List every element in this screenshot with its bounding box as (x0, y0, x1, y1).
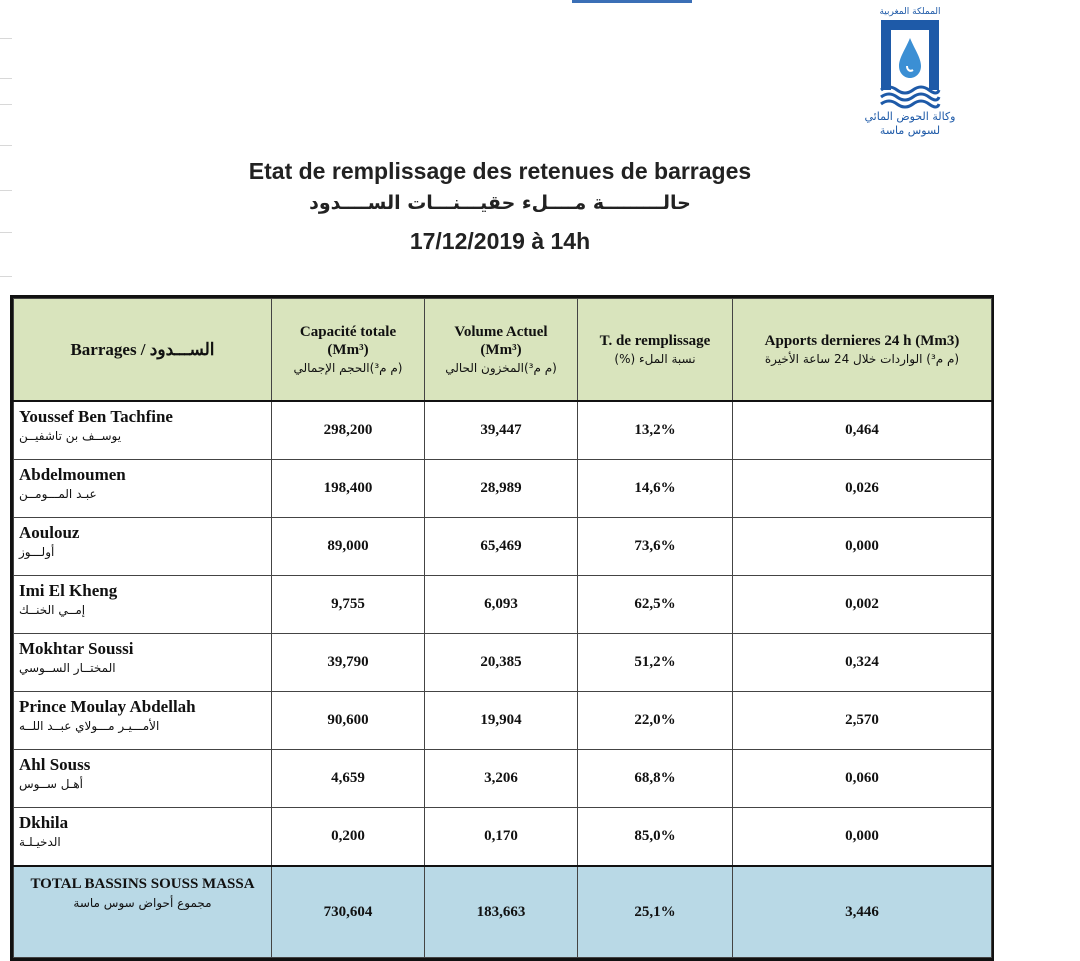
dam-name-fr: Youssef Ben Tachfine (19, 407, 173, 426)
table-row (14, 460, 992, 518)
inflow-cell: 0,002 (733, 576, 992, 634)
dam-name-cell (14, 576, 272, 634)
dam-name-ar: الأمـــيـر مـــولاي عبــد اللــه (19, 719, 160, 733)
capacity-cell: 39,790 (272, 634, 425, 692)
dam-name-fr: TOTAL BASSINS SOUSS MASSA (30, 876, 255, 892)
header-capacity-title: Capacité totale (299, 323, 397, 340)
inflow-cell: 2,570 (733, 692, 992, 750)
header-barrages (14, 299, 272, 402)
dam-name-ar: مجموع أحواض سوس ماسة (73, 896, 212, 910)
total-volume-cell: 183,663 (425, 866, 578, 958)
dam-name-fr: Abdelmoumen (19, 465, 126, 484)
dam-name-ar: الدخيـلـة (19, 835, 61, 849)
fill-rate-cell: 85,0% (578, 808, 733, 867)
dam-name-cell (14, 634, 272, 692)
table-row (14, 808, 992, 867)
inflow-cell: 0,464 (733, 401, 992, 460)
dam-name-ar: أولـــوز (19, 545, 55, 559)
total-fill-rate-cell: 25,1% (578, 866, 733, 958)
header-volume-unit: (Mm³) (480, 341, 522, 358)
report-date: 17/12/2019 à 14h (409, 228, 591, 254)
dam-name-fr: Imi El Kheng (19, 581, 118, 600)
dam-name-cell (14, 460, 272, 518)
fill-rate-cell: 73,6% (578, 518, 733, 576)
header-rate (578, 299, 733, 402)
table-row (14, 692, 992, 750)
logo-kingdom-text: المملكة المغربية (879, 7, 941, 17)
header-volume-ar: (م م³)المخزون الحالي (445, 360, 557, 375)
capacity-cell: 90,600 (272, 692, 425, 750)
dam-name-cell (14, 692, 272, 750)
dam-name-cell (14, 808, 272, 867)
fill-rate-cell: 14,6% (578, 460, 733, 518)
volume-cell: 65,469 (425, 518, 578, 576)
header-capacity-unit: (Mm³) (327, 341, 369, 358)
header-capacity-ar: (م م³)الحجم الإجمالي (293, 360, 403, 375)
inflow-cell: 0,000 (733, 518, 992, 576)
volume-cell: 19,904 (425, 692, 578, 750)
header-capacity (272, 299, 425, 402)
header-rate-ar: نسبة الملء (%) (614, 351, 696, 366)
capacity-cell: 89,000 (272, 518, 425, 576)
volume-cell: 20,385 (425, 634, 578, 692)
header-barrages-label: Barrages / الســـدود (70, 339, 215, 359)
capacity-cell: 0,200 (272, 808, 425, 867)
table-row (14, 518, 992, 576)
water-drop-logo-icon (877, 20, 943, 110)
fill-rate-cell: 62,5% (578, 576, 733, 634)
volume-cell: 0,170 (425, 808, 578, 867)
capacity-cell: 198,400 (272, 460, 425, 518)
page-title-fr: Etat de remplissage des retenues de barrages (248, 158, 752, 184)
table-row (14, 750, 992, 808)
fill-rate-cell: 68,8% (578, 750, 733, 808)
header-rate-title: T. de remplissage (599, 332, 711, 349)
volume-cell: 39,447 (425, 401, 578, 460)
total-inflow-cell: 3,446 (733, 866, 992, 958)
header-inflow-ar: (م م³) الواردات خلال 24 ساعة الأخيرة (764, 351, 960, 366)
capacity-cell: 4,659 (272, 750, 425, 808)
header-inflow (733, 299, 992, 402)
dam-name-fr: Dkhila (19, 813, 69, 832)
dam-name-ar: يوســف بن تاشفيــن (19, 429, 122, 443)
total-label-cell (14, 866, 272, 958)
inflow-cell: 0,060 (733, 750, 992, 808)
capacity-cell: 9,755 (272, 576, 425, 634)
dam-name-cell (14, 401, 272, 460)
volume-cell: 6,093 (425, 576, 578, 634)
dam-name-fr: Prince Moulay Abdellah (19, 697, 196, 716)
fill-rate-cell: 51,2% (578, 634, 733, 692)
inflow-cell: 0,000 (733, 808, 992, 867)
logo-agency-name: وكالة الحوض المائي (864, 110, 956, 123)
inflow-cell: 0,026 (733, 460, 992, 518)
table-row (14, 634, 992, 692)
volume-cell: 3,206 (425, 750, 578, 808)
total-row (14, 866, 992, 958)
table-row (14, 401, 992, 460)
dam-name-ar: عبـد المـــومــن (19, 487, 97, 501)
logo-agency-region: لسوس ماسة (879, 124, 941, 137)
header-inflow-title: Apports dernieres 24 h (Mm3) (764, 332, 960, 349)
agency-logo (858, 6, 962, 166)
table-row (14, 576, 992, 634)
top-divider (572, 0, 692, 3)
dam-name-ar: المختــار الســوسي (19, 661, 116, 675)
dam-name-fr: Aoulouz (19, 523, 80, 542)
dam-name-cell (14, 750, 272, 808)
fill-rate-cell: 13,2% (578, 401, 733, 460)
total-capacity-cell: 730,604 (272, 866, 425, 958)
capacity-cell: 298,200 (272, 401, 425, 460)
header-volume (425, 299, 578, 402)
dam-name-fr: Ahl Souss (19, 755, 91, 774)
table-header-row (14, 299, 992, 402)
page-title-ar: حالـــــــــة مــــلء حقيـــنـــات الســــدود (309, 192, 691, 214)
dam-name-ar: إمــي الخنــك (19, 603, 86, 617)
inflow-cell: 0,324 (733, 634, 992, 692)
volume-cell: 28,989 (425, 460, 578, 518)
dam-fill-table (10, 295, 994, 961)
dam-name-cell (14, 518, 272, 576)
dam-name-ar: أهـل ســوس (19, 777, 84, 791)
dam-name-fr: Mokhtar Soussi (19, 639, 134, 658)
fill-rate-cell: 22,0% (578, 692, 733, 750)
header-volume-title: Volume Actuel (454, 323, 548, 340)
